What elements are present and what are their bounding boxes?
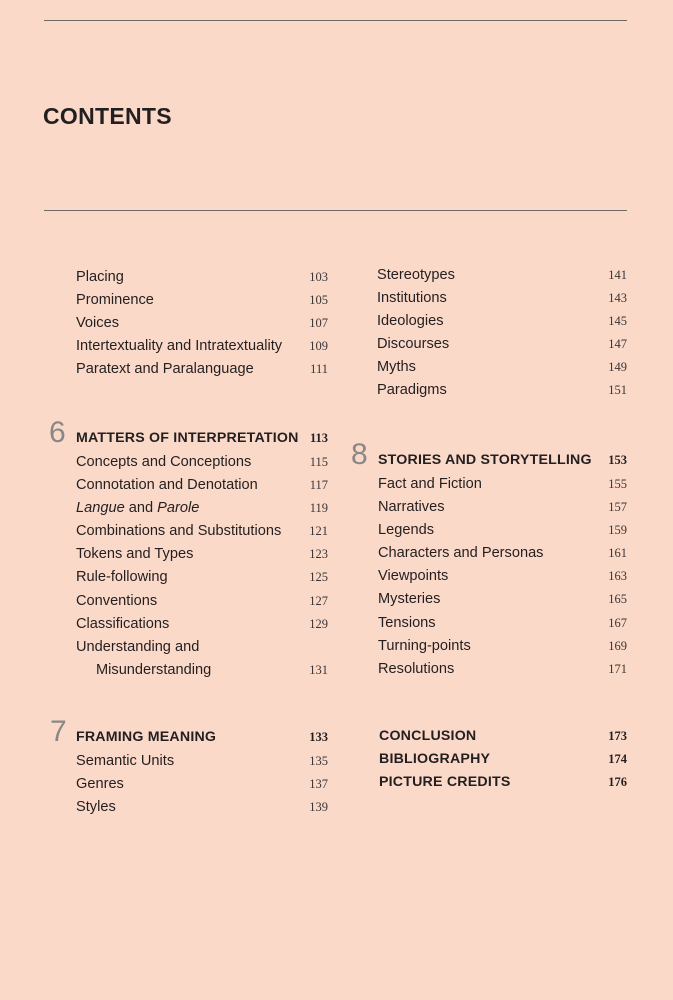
chapter-8-section (351, 438, 627, 681)
back-matter-label: PICTURE CREDITS (379, 774, 511, 791)
chapter-page: 153 (608, 453, 627, 467)
toc-entry-label: Rule-following (76, 569, 168, 586)
toc-entry[interactable] (76, 613, 328, 636)
toc-entry[interactable] (76, 566, 328, 589)
page-title: CONTENTS (43, 103, 172, 129)
toc-entry-label (76, 497, 199, 520)
toc-entry-label: Stereotypes (377, 267, 455, 283)
toc-entry-label: Institutions (377, 290, 447, 307)
left-column (76, 266, 328, 381)
toc-entry-label: Combinations and Substitutions (76, 523, 282, 540)
toc-entry-label: Connotation and Denotation (76, 477, 258, 494)
toc-entry[interactable] (76, 750, 328, 773)
toc-entry-label: Myths (377, 359, 416, 376)
toc-entry-label: Legends (378, 522, 434, 539)
toc-entry-page: 121 (309, 524, 328, 539)
toc-entry-label: Fact and Fiction (378, 476, 482, 492)
toc-entry-page: 141 (608, 268, 627, 282)
toc-entry-label: Ideologies (377, 313, 444, 330)
back-matter-entry[interactable] (379, 771, 627, 794)
toc-entry-page: 151 (608, 383, 627, 398)
right-column (377, 264, 627, 403)
toc-entry-page: 107 (309, 316, 328, 331)
chapter-heading[interactable] (49, 416, 328, 451)
toc-entry[interactable] (378, 565, 627, 588)
toc-entry-label: Mysteries (378, 591, 441, 608)
back-matter-section (379, 725, 627, 794)
chapter-page: 113 (309, 431, 328, 445)
toc-entry-page: 105 (309, 293, 328, 308)
toc-entry[interactable] (378, 473, 627, 496)
toc-entry[interactable] (378, 612, 627, 635)
toc-entry-label: Prominence (76, 292, 154, 309)
toc-entry-page: 139 (309, 800, 328, 815)
toc-entry-page: 129 (309, 616, 328, 631)
toc-entry[interactable] (377, 264, 627, 287)
toc-entry[interactable] (377, 310, 627, 333)
toc-entry-page: 109 (309, 339, 328, 354)
back-matter-entry[interactable] (379, 725, 627, 748)
toc-entry-page: 161 (608, 546, 627, 561)
toc-entry-label: Classifications (76, 615, 170, 632)
toc-entry-label: Turning-points (378, 637, 471, 654)
toc-entry-label: Tensions (378, 614, 436, 631)
toc-entry-page: 135 (309, 754, 328, 768)
toc-entry-label: Tokens and Types (76, 546, 194, 563)
toc-entry[interactable] (377, 287, 627, 310)
toc-entry-page: 123 (309, 547, 328, 562)
top-rule (44, 20, 627, 21)
toc-entry-page: 111 (310, 362, 328, 377)
toc-entry[interactable] (377, 333, 627, 356)
italic-term: Parole (157, 500, 200, 517)
toc-entry-label: Paradigms (377, 382, 447, 399)
toc-entry-label: Discourses (377, 336, 450, 353)
toc-entry-label: Misunderstanding (96, 661, 212, 678)
back-matter-entry[interactable] (379, 748, 627, 771)
back-matter-page: 176 (608, 775, 627, 790)
back-matter-label: CONCLUSION (379, 728, 477, 744)
toc-entry-label: Concepts and Conceptions (76, 454, 252, 470)
back-matter-label: BIBLIOGRAPHY (379, 751, 491, 768)
toc-entry-label: Resolutions (378, 660, 455, 677)
title-rule (44, 210, 627, 211)
toc-entry-page: 169 (608, 638, 627, 653)
toc-entry-label: Viewpoints (378, 568, 449, 585)
toc-entry[interactable] (378, 519, 627, 542)
toc-entry-label: Narratives (378, 499, 445, 516)
toc-entry-page: 115 (309, 455, 328, 469)
toc-entry-label: Semantic Units (76, 753, 175, 769)
toc-entry[interactable] (76, 520, 328, 543)
italic-term: Langue (76, 500, 125, 517)
toc-entry[interactable] (76, 636, 328, 659)
toc-entry-page: 157 (608, 500, 627, 515)
toc-entry[interactable] (76, 497, 328, 520)
chapter-title: MATTERS OF INTERPRETATION (76, 430, 299, 446)
toc-entry-label: Characters and Personas (378, 545, 544, 562)
toc-entry-page: 125 (309, 570, 328, 585)
toc-entry[interactable] (378, 635, 627, 658)
toc-entry[interactable] (76, 358, 328, 381)
toc-entry[interactable] (76, 590, 328, 613)
chapter-7-section (50, 715, 328, 819)
chapter-6-section (49, 416, 328, 682)
conjunction: and (124, 500, 158, 517)
chapter-number: 7 (50, 715, 67, 748)
toc-entry-page: 127 (309, 593, 328, 608)
toc-entry-label: Placing (76, 269, 124, 285)
chapter-heading[interactable] (50, 715, 328, 750)
toc-entry[interactable] (378, 658, 627, 681)
toc-entry-page: 171 (608, 661, 627, 676)
toc-entry-label: Voices (76, 315, 119, 332)
toc-entry-label: Conventions (76, 592, 158, 609)
toc-entry[interactable] (76, 335, 328, 358)
toc-entry-label: Styles (76, 799, 116, 816)
toc-entry[interactable] (76, 312, 328, 335)
toc-entry[interactable] (76, 289, 328, 312)
toc-entry[interactable] (378, 588, 627, 611)
toc-entry[interactable] (76, 796, 328, 819)
toc-entry-page: 149 (608, 360, 627, 375)
toc-entry[interactable] (76, 543, 328, 566)
toc-entry-page: 143 (608, 291, 627, 306)
chapter-heading[interactable] (351, 438, 627, 473)
toc-entry[interactable] (76, 266, 328, 289)
toc-entry-page: 159 (608, 523, 627, 538)
back-matter-page: 174 (608, 752, 627, 767)
toc-entry-page: 167 (608, 615, 627, 630)
toc-entry-label: Intertextuality and Intratextuality (76, 338, 283, 355)
toc-entry-page: 117 (309, 478, 328, 493)
toc-entry-page: 155 (608, 477, 627, 491)
toc-entry[interactable] (76, 451, 328, 474)
toc-entry[interactable] (377, 356, 627, 379)
toc-entry[interactable] (378, 496, 627, 519)
toc-entry[interactable] (76, 474, 328, 497)
toc-entry-page: 145 (608, 314, 627, 329)
chapter-title: STORIES AND STORYTELLING (378, 452, 592, 468)
toc-entry-page: 147 (608, 337, 627, 352)
toc-entry-page: 103 (309, 270, 328, 284)
chapter-title: FRAMING MEANING (76, 729, 217, 745)
chapter-number: 8 (351, 438, 368, 471)
toc-entry-page: 119 (309, 501, 328, 516)
toc-entry-continuation[interactable] (76, 659, 328, 682)
toc-entry[interactable] (76, 773, 328, 796)
toc-entry-label: Genres (76, 776, 124, 793)
toc-entry-page: 163 (608, 569, 627, 584)
toc-entry-page: 131 (309, 662, 328, 677)
toc-entry[interactable] (377, 379, 627, 402)
toc-entry[interactable] (378, 542, 627, 565)
toc-entry-label: Paratext and Paralanguage (76, 361, 254, 378)
toc-entry-label: Understanding and (76, 638, 200, 655)
toc-entry-page: 165 (608, 592, 627, 607)
chapter-page: 133 (309, 730, 328, 744)
back-matter-page: 173 (608, 729, 627, 743)
toc-entry-page: 137 (309, 777, 328, 792)
chapter-number: 6 (49, 416, 66, 449)
